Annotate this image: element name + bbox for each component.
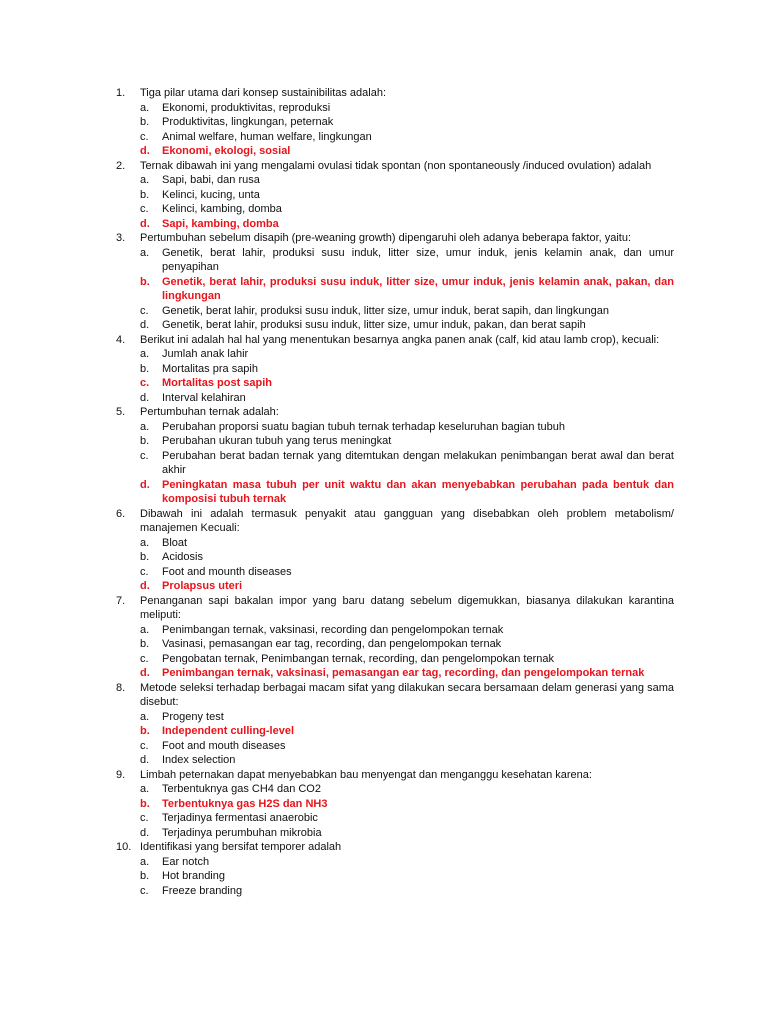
option-letter: b. (140, 188, 150, 201)
question-text: Dibawah ini adalah termasuk penyakit atau gangguan yang disebabkan oleh problem metabolism/ manajemen Kecuali: (140, 507, 674, 534)
question-item (116, 405, 674, 507)
option-letter: a. (140, 783, 150, 795)
option-letter: c. (140, 130, 149, 143)
question-text: Ternak dibawah ini yang mengalami ovulasi tidak spontan (non spontaneously /induced ovulation) adalah (140, 159, 652, 172)
question-text: Pertumbuhan sebelum disapih (pre-weaning growth) dipengaruhi oleh adanya beberapa faktor, yaitu: (140, 232, 632, 244)
option-text: Genetik, berat lahir, produksi susu induk, litter size, umur induk, berat sapih, dan lingkungan (162, 304, 609, 317)
question-item (116, 594, 674, 681)
option-letter: d. (140, 391, 150, 404)
option-text: Vasinasi, pemasangan ear tag, recording, dan pengelompokan ternak (162, 638, 502, 650)
option-text: Jumlah anak lahir (162, 348, 249, 360)
option-text: Mortalitas pra sapih (162, 362, 258, 375)
option-text: Terjadinya fermentasi anaerobic (162, 812, 318, 824)
option-item (140, 637, 674, 652)
option-text: Genetik, berat lahir, produksi susu induk, litter size, umur induk, jenis kelamin anak, dan umur penyapihan (162, 246, 674, 273)
answer-option (140, 666, 674, 681)
option-text: Foot and mounth diseases (162, 565, 292, 578)
option-item (140, 855, 674, 870)
question-number: 10. (116, 841, 132, 853)
option-letter: b. (140, 362, 150, 375)
option-text: Sapi, babi, dan rusa (162, 174, 260, 186)
option-item (140, 420, 674, 435)
option-letter: a. (140, 174, 150, 186)
option-letter: a. (140, 420, 150, 433)
option-letter: c. (140, 377, 150, 389)
question-number: 1. (116, 87, 126, 99)
option-text: Interval kelahiran (162, 391, 246, 404)
question-number: 7. (116, 594, 126, 607)
option-letter: c. (140, 304, 149, 317)
question-row (116, 231, 674, 246)
question-number: 2. (116, 159, 126, 172)
option-item (140, 565, 674, 580)
question-number: 5. (116, 406, 126, 418)
question-list (116, 86, 674, 898)
option-letter: c. (140, 449, 149, 462)
option-text: Penimbangan ternak, vaksinasi, pemasangan ear tag, recording, dan pengelompokan ternak (162, 667, 645, 679)
answer-option (140, 724, 674, 739)
option-text: Foot and mouth diseases (162, 739, 286, 752)
option-letter: a. (140, 348, 150, 360)
option-text: Ekonomi, produktivitas, reproduksi (162, 101, 331, 114)
option-text: Perubahan ukuran tubuh yang terus meningkat (162, 435, 392, 447)
answer-option (140, 217, 674, 232)
option-letter: a. (140, 855, 150, 868)
option-letter: c. (140, 812, 149, 824)
option-text: Prolapsus uteri (162, 580, 243, 592)
question-item (116, 681, 674, 768)
option-text: Kelinci, kucing, unta (162, 188, 260, 201)
option-item (140, 811, 674, 826)
option-text: Progeny test (162, 710, 224, 723)
question-number: 4. (116, 333, 126, 346)
option-letter: d. (140, 667, 150, 679)
question-row (116, 840, 674, 855)
option-list (140, 855, 674, 899)
option-item (140, 246, 674, 275)
option-item (140, 449, 674, 478)
option-letter: c. (140, 565, 149, 578)
question-number: 6. (116, 507, 126, 520)
question-row (116, 405, 674, 420)
option-text: Freeze branding (162, 884, 243, 897)
option-letter: d. (140, 826, 150, 839)
option-list (140, 101, 674, 159)
option-letter: d. (140, 319, 150, 331)
question-number: 9. (116, 768, 126, 781)
option-item (140, 130, 674, 145)
question-text: Tiga pilar utama dari konsep sustainibilitas adalah: (140, 87, 387, 99)
option-text: Ekonomi, ekologi, sosial (162, 145, 291, 157)
question-row (116, 594, 674, 623)
option-text: Peningkatan masa tubuh per unit waktu dan akan menyebabkan perubahan pada bentuk dan komposisi tubuh ternak (162, 478, 674, 505)
option-letter: d. (140, 478, 150, 491)
option-text: Bloat (162, 536, 188, 549)
option-item (140, 782, 674, 797)
question-text: Penanganan sapi bakalan impor yang baru datang sebelum digemukkan, biasanya dilakukan karantina meliputi: (140, 594, 674, 621)
question-item (116, 768, 674, 841)
question-row (116, 86, 674, 101)
option-list (140, 173, 674, 231)
answer-option (140, 478, 674, 507)
option-text: Terbentuknya gas H2S dan NH3 (162, 797, 328, 810)
question-item (116, 840, 674, 898)
question-text: Berikut ini adalah hal hal yang menentukan besarnya angka panen anak (calf, kid atau lamb crop), kecuali: (140, 333, 660, 346)
option-text: Acidosis (162, 551, 203, 563)
option-letter: d. (140, 145, 150, 157)
question-number: 8. (116, 681, 126, 694)
answer-option (140, 797, 674, 812)
option-letter: a. (140, 623, 150, 636)
option-list (140, 710, 674, 768)
question-text: Limbah peternakan dapat menyebabkan bau menyengat dan menganggu kesehatan karena: (140, 768, 592, 781)
option-letter: a. (140, 101, 150, 114)
question-row (116, 333, 674, 348)
option-text: Sapi, kambing, domba (162, 217, 279, 230)
option-list (140, 246, 674, 333)
option-letter: b. (140, 870, 150, 882)
option-letter: a. (140, 536, 150, 549)
option-item (140, 202, 674, 217)
option-text: Index selection (162, 754, 236, 766)
option-letter: b. (140, 725, 150, 737)
option-letter: b. (140, 797, 150, 810)
question-item (116, 159, 674, 232)
option-item (140, 710, 674, 725)
question-item (116, 507, 674, 594)
option-item (140, 391, 674, 406)
option-text: Perubahan berat badan ternak yang ditemtukan dengan melakukan penimbangan berat awal dan berat akhir (162, 449, 674, 476)
option-text: Pengobatan ternak, Penimbangan ternak, recording, dan pengelompokan ternak (162, 652, 554, 665)
option-item (140, 347, 674, 362)
option-text: Genetik, berat lahir, produksi susu induk, litter size, umur induk, pakan, dan berat sapih (162, 319, 586, 331)
option-letter: c. (140, 739, 149, 752)
option-item (140, 884, 674, 899)
option-letter: b. (140, 116, 150, 128)
option-item (140, 652, 674, 667)
option-text: Animal welfare, human welfare, lingkungan (162, 130, 372, 143)
option-list (140, 782, 674, 840)
answer-option (140, 275, 674, 304)
option-letter: d. (140, 754, 150, 766)
option-item (140, 434, 674, 449)
answer-option (140, 579, 674, 594)
option-item (140, 753, 674, 768)
option-text: Ear notch (162, 855, 210, 868)
option-list (140, 536, 674, 594)
question-number: 3. (116, 232, 126, 244)
answer-option (140, 376, 674, 391)
option-item (140, 826, 674, 841)
option-list (140, 420, 674, 507)
option-letter: a. (140, 246, 150, 259)
answer-option (140, 144, 674, 159)
option-list (140, 347, 674, 405)
option-text: Independent culling-level (162, 725, 295, 737)
option-text: Kelinci, kambing, domba (162, 203, 282, 215)
option-item (140, 101, 674, 116)
option-letter: d. (140, 217, 150, 230)
option-item (140, 869, 674, 884)
option-letter: c. (140, 884, 149, 897)
question-row (116, 681, 674, 710)
option-item (140, 623, 674, 638)
question-row (116, 507, 674, 536)
option-list (140, 623, 674, 681)
option-text: Produktivitas, lingkungan, peternak (162, 116, 334, 128)
option-text: Genetik, berat lahir, produksi susu induk, litter size, umur induk, jenis kelamin anak, pakan, dan lingkungan (162, 275, 674, 302)
option-letter: c. (140, 203, 149, 215)
question-text: Metode seleksi terhadap berbagai macam sifat yang dilakukan secara bersamaan delam generasi yang sama disebut: (140, 681, 674, 708)
option-item (140, 550, 674, 565)
option-letter: b. (140, 275, 150, 288)
question-row (116, 159, 674, 174)
option-item (140, 318, 674, 333)
option-item (140, 536, 674, 551)
option-item (140, 739, 674, 754)
option-item (140, 173, 674, 188)
question-item (116, 333, 674, 406)
option-text: Hot branding (162, 870, 225, 882)
option-letter: a. (140, 710, 150, 723)
option-item (140, 115, 674, 130)
option-letter: b. (140, 435, 150, 447)
option-text: Terjadinya perumbuhan mikrobia (162, 826, 322, 839)
question-row (116, 768, 674, 783)
option-text: Terbentuknya gas CH4 dan CO2 (162, 783, 321, 795)
option-letter: b. (140, 551, 150, 563)
question-text: Identifikasi yang bersifat temporer adalah (140, 841, 342, 853)
option-text: Penimbangan ternak, vaksinasi, recording dan pengelompokan ternak (162, 623, 504, 636)
option-text: Mortalitas post sapih (162, 377, 273, 389)
option-letter: d. (140, 580, 150, 592)
option-letter: c. (140, 652, 149, 665)
option-item (140, 304, 674, 319)
option-text: Perubahan proporsi suatu bagian tubuh ternak terhadap keseluruhan bagian tubuh (162, 420, 566, 433)
question-item (116, 86, 674, 159)
option-item (140, 362, 674, 377)
option-item (140, 188, 674, 203)
question-item (116, 231, 674, 333)
question-text: Pertumbuhan ternak adalah: (140, 406, 279, 418)
option-letter: b. (140, 638, 150, 650)
